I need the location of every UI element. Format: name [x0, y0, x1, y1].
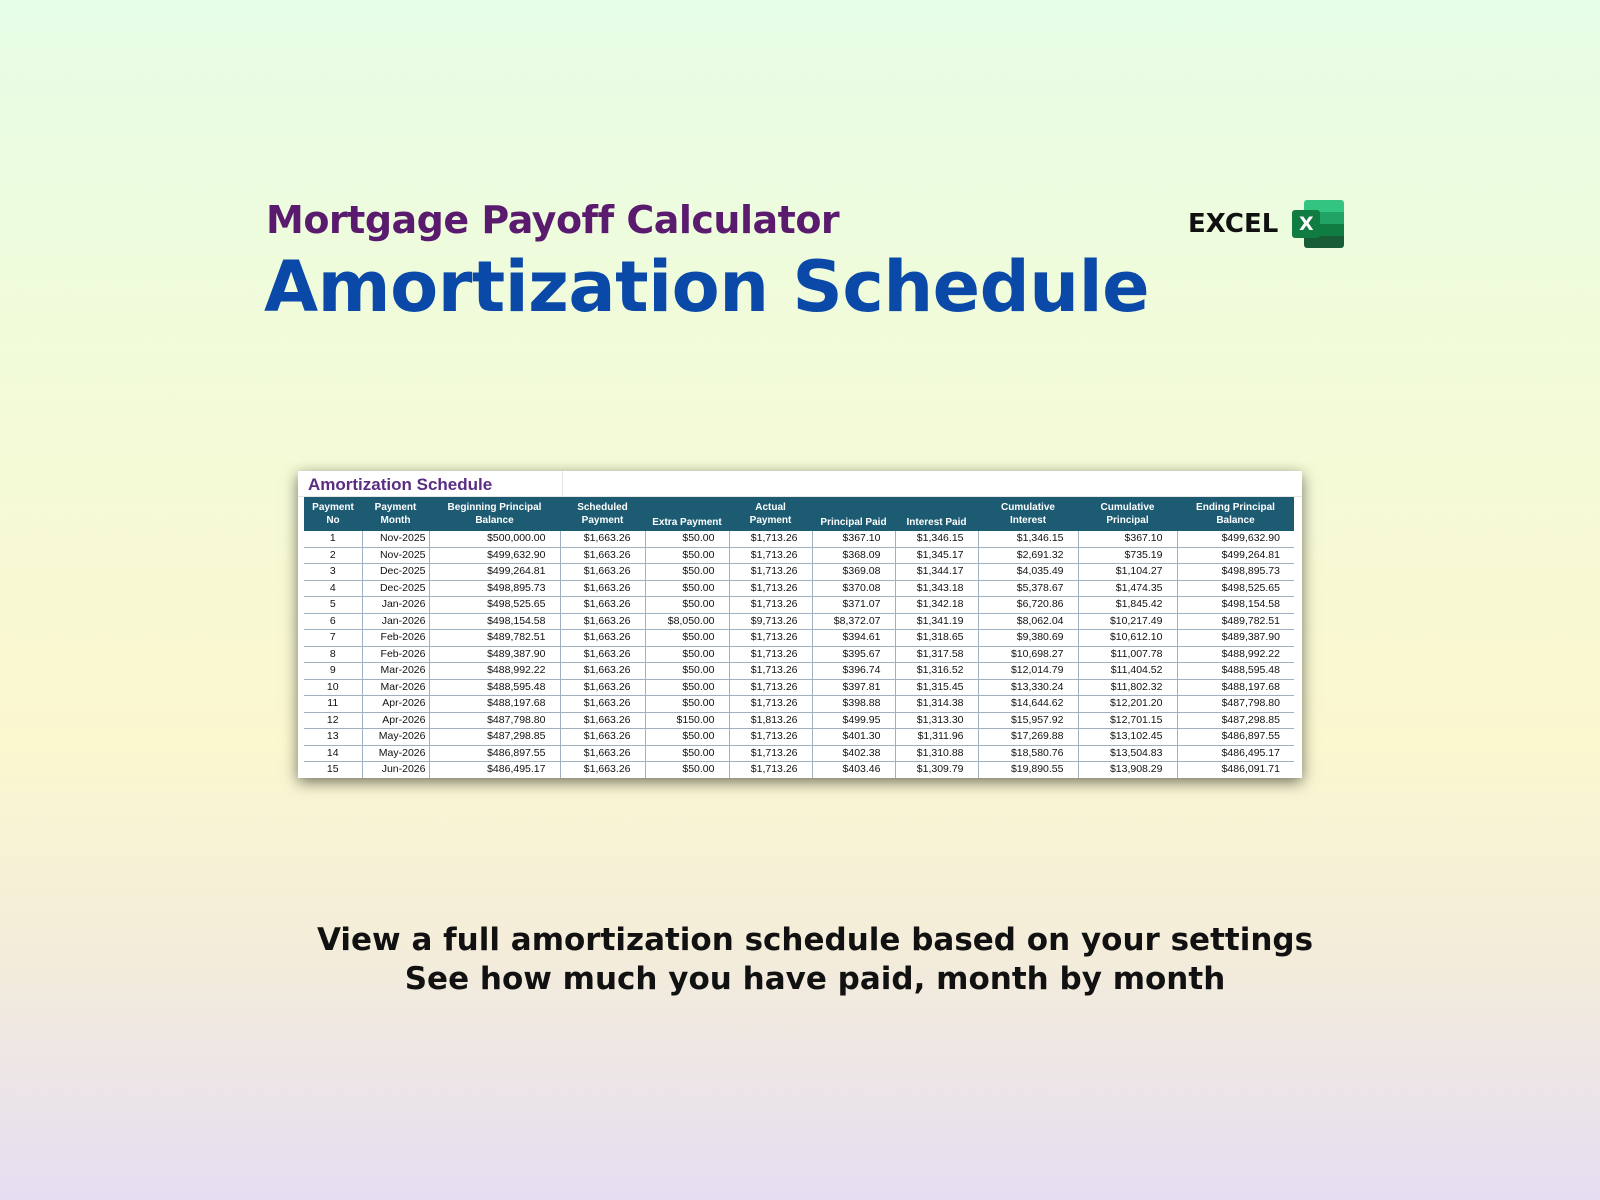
table-cell: 8 — [304, 646, 362, 663]
table-cell: $50.00 — [645, 729, 729, 746]
table-cell: $1,713.26 — [729, 580, 812, 597]
table-cell: $2,691.32 — [978, 547, 1078, 564]
table-cell: $1,713.26 — [729, 663, 812, 680]
table-cell: $150.00 — [645, 712, 729, 729]
column-header — [304, 497, 362, 531]
table-cell: $1,813.26 — [729, 712, 812, 729]
table-cell: Dec-2025 — [362, 580, 429, 597]
table-cell: $402.38 — [812, 745, 895, 762]
table-cell: $18,580.76 — [978, 745, 1078, 762]
column-header — [645, 497, 729, 531]
table-cell: 13 — [304, 729, 362, 746]
table-cell: $499,632.90 — [429, 547, 560, 564]
excel-label: EXCEL — [1188, 209, 1279, 239]
table-cell: $489,782.51 — [1177, 613, 1294, 630]
table-cell: $1,663.26 — [560, 564, 645, 581]
table-cell: $498,525.65 — [429, 597, 560, 614]
table-cell: $489,782.51 — [429, 630, 560, 647]
table-cell: Jan-2026 — [362, 597, 429, 614]
column-header — [812, 497, 895, 531]
table-cell: $1,317.58 — [895, 646, 978, 663]
column-header-line: Payment — [374, 502, 417, 513]
table-cell: May-2026 — [362, 745, 429, 762]
spreadsheet-screenshot — [298, 471, 1302, 778]
table-row — [304, 630, 1294, 647]
table-cell: $1,663.26 — [560, 580, 645, 597]
table-cell: 14 — [304, 745, 362, 762]
table-cell: $1,663.26 — [560, 630, 645, 647]
caption-line-2: See how much you have paid, month by month — [404, 961, 1226, 997]
table-cell: $13,330.24 — [978, 679, 1078, 696]
table-cell: $401.30 — [812, 729, 895, 746]
column-header-line: Principal Paid — [820, 517, 887, 528]
table-cell: $10,698.27 — [978, 646, 1078, 663]
table-cell: $487,798.80 — [429, 712, 560, 729]
table-cell: 7 — [304, 630, 362, 647]
table-cell: $398.88 — [812, 696, 895, 713]
table-cell: $486,495.17 — [429, 762, 560, 779]
table-cell: $11,404.52 — [1078, 663, 1177, 680]
column-header-line: Cumulative — [1001, 502, 1055, 513]
table-cell: 6 — [304, 613, 362, 630]
table-cell: $19,890.55 — [978, 762, 1078, 779]
table-cell: $498,154.58 — [429, 613, 560, 630]
column-header — [1177, 497, 1294, 531]
table-cell: $1,663.26 — [560, 762, 645, 779]
table-cell: Nov-2025 — [362, 531, 429, 547]
table-cell: $370.08 — [812, 580, 895, 597]
table-cell: $1,104.27 — [1078, 564, 1177, 581]
table-cell: $50.00 — [645, 531, 729, 547]
table-row — [304, 745, 1294, 762]
table-cell: 1 — [304, 531, 362, 547]
column-header-line: Payment — [749, 515, 792, 526]
table-cell: $50.00 — [645, 597, 729, 614]
table-cell: $498,895.73 — [1177, 564, 1294, 581]
table-row — [304, 663, 1294, 680]
column-header-line: Interest — [1009, 515, 1047, 526]
table-cell: $369.08 — [812, 564, 895, 581]
table-cell: Jun-2026 — [362, 762, 429, 779]
excel-icon — [1292, 200, 1344, 248]
table-row — [304, 531, 1294, 547]
table-cell: 11 — [304, 696, 362, 713]
table-cell: $1,309.79 — [895, 762, 978, 779]
page-title: Amortization Schedule — [264, 246, 1150, 328]
table-cell: $486,897.55 — [429, 745, 560, 762]
table-row — [304, 547, 1294, 564]
table-cell: $12,701.15 — [1078, 712, 1177, 729]
table-cell: $10,612.10 — [1078, 630, 1177, 647]
table-cell: $1,345.17 — [895, 547, 978, 564]
table-cell: $1,713.26 — [729, 646, 812, 663]
table-cell: $498,895.73 — [429, 580, 560, 597]
table-cell: $1,663.26 — [560, 597, 645, 614]
table-cell: $11,802.32 — [1078, 679, 1177, 696]
table-cell: $1,713.26 — [729, 547, 812, 564]
table-cell: $368.09 — [812, 547, 895, 564]
table-cell: $500,000.00 — [429, 531, 560, 547]
table-cell: $1,663.26 — [560, 613, 645, 630]
table-cell: $735.19 — [1078, 547, 1177, 564]
table-cell: $488,992.22 — [429, 663, 560, 680]
table-cell: $371.07 — [812, 597, 895, 614]
table-cell: 12 — [304, 712, 362, 729]
table-cell: $13,102.45 — [1078, 729, 1177, 746]
table-cell: $1,713.26 — [729, 679, 812, 696]
column-header — [560, 497, 645, 531]
table-cell: $1,663.26 — [560, 729, 645, 746]
column-header-line: Payment — [581, 515, 624, 526]
column-header-line: Interest Paid — [906, 517, 967, 528]
table-cell: $486,897.55 — [1177, 729, 1294, 746]
table-cell: $489,387.90 — [1177, 630, 1294, 647]
table-row — [304, 696, 1294, 713]
table-cell: $10,217.49 — [1078, 613, 1177, 630]
table-cell: $498,154.58 — [1177, 597, 1294, 614]
table-cell: $14,644.62 — [978, 696, 1078, 713]
column-header — [362, 497, 429, 531]
table-cell: $1,713.26 — [729, 696, 812, 713]
table-cell: Dec-2025 — [362, 564, 429, 581]
table-cell: $489,387.90 — [429, 646, 560, 663]
table-cell: $1,663.26 — [560, 547, 645, 564]
table-cell: $8,372.07 — [812, 613, 895, 630]
table-cell: $5,378.67 — [978, 580, 1078, 597]
table-cell: $1,346.15 — [895, 531, 978, 547]
table-cell: $488,197.68 — [429, 696, 560, 713]
table-cell: $1,342.18 — [895, 597, 978, 614]
table-cell: $488,992.22 — [1177, 646, 1294, 663]
column-header-line: Payment — [312, 502, 354, 513]
table-cell: Jan-2026 — [362, 613, 429, 630]
table-cell: Feb-2026 — [362, 630, 429, 647]
column-header — [1078, 497, 1177, 531]
table-cell: $50.00 — [645, 547, 729, 564]
table-cell: $1,313.30 — [895, 712, 978, 729]
table-cell: $488,197.68 — [1177, 679, 1294, 696]
table-cell: $11,007.78 — [1078, 646, 1177, 663]
table-cell: $1,713.26 — [729, 597, 812, 614]
table-cell: $1,663.26 — [560, 712, 645, 729]
table-cell: $1,713.26 — [729, 762, 812, 779]
column-header-line: Beginning Principal — [447, 502, 542, 513]
table-cell: $1,663.26 — [560, 663, 645, 680]
table-cell: $367.10 — [812, 531, 895, 547]
table-cell: $488,595.48 — [1177, 663, 1294, 680]
column-header-line: Scheduled — [577, 502, 628, 513]
excel-badge — [1188, 200, 1344, 248]
table-cell: $403.46 — [812, 762, 895, 779]
table-cell: Feb-2026 — [362, 646, 429, 663]
table-cell: $397.81 — [812, 679, 895, 696]
table-cell: $499,264.81 — [429, 564, 560, 581]
table-cell: $1,315.45 — [895, 679, 978, 696]
table-cell: Apr-2026 — [362, 712, 429, 729]
table-row — [304, 729, 1294, 746]
table-cell: $50.00 — [645, 762, 729, 779]
table-cell: $13,504.83 — [1078, 745, 1177, 762]
column-header — [978, 497, 1078, 531]
table-cell: $1,713.26 — [729, 729, 812, 746]
table-cell: $50.00 — [645, 630, 729, 647]
table-row — [304, 580, 1294, 597]
table-cell: $486,091.71 — [1177, 762, 1294, 779]
table-cell: $1,663.26 — [560, 531, 645, 547]
table-cell: Mar-2026 — [362, 679, 429, 696]
amortization-table — [304, 497, 1294, 778]
table-cell: $487,298.85 — [429, 729, 560, 746]
table-cell: $50.00 — [645, 646, 729, 663]
table-cell: $1,663.26 — [560, 679, 645, 696]
table-cell: $498,525.65 — [1177, 580, 1294, 597]
column-header-line: Ending Principal — [1196, 502, 1275, 513]
table-cell: $50.00 — [645, 663, 729, 680]
table-cell: $367.10 — [1078, 531, 1177, 547]
table-cell: $12,014.79 — [978, 663, 1078, 680]
table-cell: $1,845.42 — [1078, 597, 1177, 614]
table-cell: $499,632.90 — [1177, 531, 1294, 547]
table-cell: $1,346.15 — [978, 531, 1078, 547]
table-cell: $50.00 — [645, 564, 729, 581]
table-cell: $1,713.26 — [729, 564, 812, 581]
caption-line-1: View a full amortization schedule based on your settings — [316, 922, 1314, 958]
table-cell: $15,957.92 — [978, 712, 1078, 729]
table-cell: Apr-2026 — [362, 696, 429, 713]
table-cell: $499,264.81 — [1177, 547, 1294, 564]
table-cell: $488,595.48 — [429, 679, 560, 696]
table-cell: $1,713.26 — [729, 531, 812, 547]
column-header-line: Extra Payment — [652, 517, 722, 528]
table-cell: Mar-2026 — [362, 663, 429, 680]
table-cell: $487,298.85 — [1177, 712, 1294, 729]
table-cell: $50.00 — [645, 679, 729, 696]
table-cell: $9,713.26 — [729, 613, 812, 630]
table-cell: $499.95 — [812, 712, 895, 729]
column-header — [429, 497, 560, 531]
table-cell: $1,318.65 — [895, 630, 978, 647]
column-header-line: Actual — [755, 502, 786, 513]
table-cell: $396.74 — [812, 663, 895, 680]
subtitle: Mortgage Payoff Calculator — [266, 198, 840, 242]
column-header — [895, 497, 978, 531]
table-header-row — [304, 497, 1294, 531]
table-cell: Nov-2025 — [362, 547, 429, 564]
table-cell: $9,380.69 — [978, 630, 1078, 647]
table-cell: $1,474.35 — [1078, 580, 1177, 597]
table-cell: 2 — [304, 547, 362, 564]
table-cell: $1,311.96 — [895, 729, 978, 746]
table-row — [304, 597, 1294, 614]
table-row — [304, 646, 1294, 663]
table-cell: $8,050.00 — [645, 613, 729, 630]
table-cell: $8,062.04 — [978, 613, 1078, 630]
table-cell: $1,663.26 — [560, 745, 645, 762]
column-header-line: Month — [380, 515, 411, 526]
table-row — [304, 679, 1294, 696]
table-cell: 3 — [304, 564, 362, 581]
table-cell: $1,713.26 — [729, 745, 812, 762]
table-cell: $1,663.26 — [560, 646, 645, 663]
table-cell: $50.00 — [645, 580, 729, 597]
column-header — [729, 497, 812, 531]
table-cell: 4 — [304, 580, 362, 597]
table-cell: $4,035.49 — [978, 564, 1078, 581]
table-cell: $1,314.38 — [895, 696, 978, 713]
table-row — [304, 564, 1294, 581]
column-header-line: Cumulative — [1100, 502, 1155, 513]
table-cell: $50.00 — [645, 745, 729, 762]
table-row — [304, 712, 1294, 729]
table-cell: $1,343.18 — [895, 580, 978, 597]
table-cell: May-2026 — [362, 729, 429, 746]
table-cell: $1,344.17 — [895, 564, 978, 581]
table-cell: $17,269.88 — [978, 729, 1078, 746]
table-cell: $486,495.17 — [1177, 745, 1294, 762]
table-cell: $394.61 — [812, 630, 895, 647]
table-cell: $1,316.52 — [895, 663, 978, 680]
table-cell: $395.67 — [812, 646, 895, 663]
table-cell: $50.00 — [645, 696, 729, 713]
table-cell: $1,713.26 — [729, 630, 812, 647]
column-header-line: Balance — [1216, 515, 1255, 526]
column-header-line: No — [326, 515, 340, 526]
table-row — [304, 613, 1294, 630]
table-cell: $6,720.86 — [978, 597, 1078, 614]
table-cell: $487,798.80 — [1177, 696, 1294, 713]
excel-letter: X — [1292, 210, 1320, 238]
table-cell: $1,310.88 — [895, 745, 978, 762]
table-cell: 15 — [304, 762, 362, 779]
table-cell: 9 — [304, 663, 362, 680]
table-cell: 10 — [304, 679, 362, 696]
table-cell: $1,663.26 — [560, 696, 645, 713]
table-cell: $1,341.19 — [895, 613, 978, 630]
table-cell: $12,201.20 — [1078, 696, 1177, 713]
sheet-title: Amortization Schedule — [298, 471, 1302, 497]
table-cell: $13,908.29 — [1078, 762, 1177, 779]
table-row — [304, 762, 1294, 779]
column-header-line: Principal — [1106, 515, 1149, 526]
table-cell: 5 — [304, 597, 362, 614]
column-header-line: Balance — [475, 515, 514, 526]
